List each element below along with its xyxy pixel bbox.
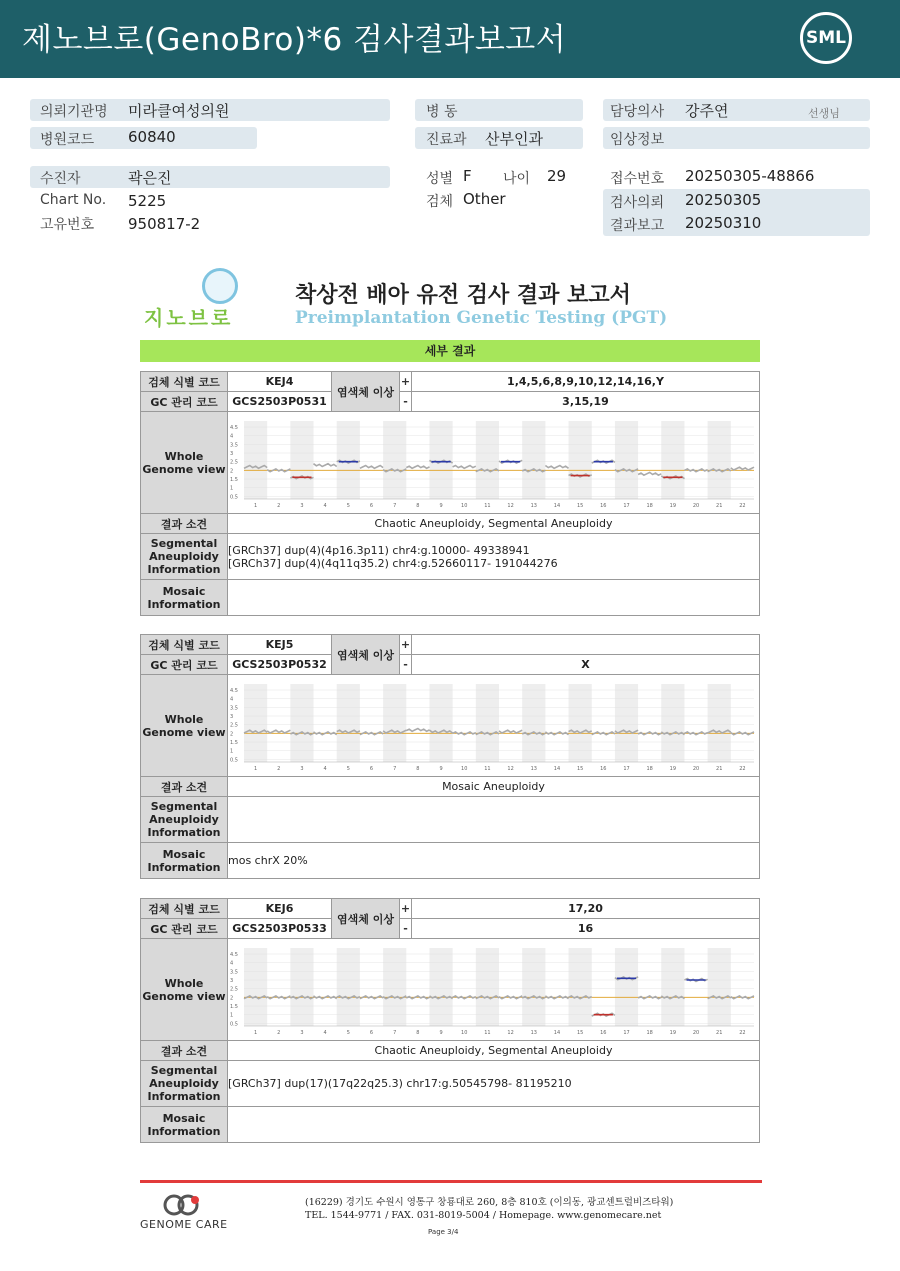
chromosome-band	[337, 948, 360, 1026]
minus-chromosomes: 16	[412, 919, 760, 939]
chromosome-band	[290, 684, 313, 762]
sample-table-1	[140, 371, 760, 616]
x-tick-label: 18	[646, 1029, 653, 1036]
y-tick-label: 1	[230, 748, 234, 755]
y-tick-label: 1.5	[230, 476, 238, 483]
whole-genome-label: Whole Genome view	[141, 675, 228, 777]
plus-sign: +	[400, 899, 412, 919]
x-tick-label: 12	[507, 502, 514, 509]
minus-chromosomes: 3,15,19	[412, 392, 760, 412]
specimen-value: Other	[463, 190, 506, 208]
receipt-label: 접수번호	[610, 171, 665, 187]
report-date-value: 20250310	[685, 214, 762, 232]
segmental-label: Segmental Aneuploidy Information	[141, 797, 228, 843]
x-tick-label: 9	[439, 1029, 443, 1036]
plus-chromosomes	[412, 635, 760, 655]
x-tick-label: 16	[600, 765, 607, 772]
chromosome-band	[476, 948, 499, 1026]
x-tick-label: 5	[346, 502, 350, 509]
footer-address-block	[305, 1196, 673, 1222]
x-tick-label: 8	[416, 765, 420, 772]
minus-sign: -	[400, 655, 412, 675]
sample-id-label: 검체 식별 코드	[141, 372, 228, 392]
chromosome-band	[476, 421, 499, 499]
x-tick-label: 16	[600, 1029, 607, 1036]
hospital-code-label: 병원코드	[40, 132, 95, 148]
y-tick-label: 3	[230, 977, 234, 984]
gc-code-value: GCS2503P0531	[228, 392, 332, 412]
chromosome-band	[569, 421, 592, 499]
whole-genome-label: Whole Genome view	[141, 412, 228, 514]
x-tick-label: 10	[461, 765, 468, 772]
mosaic-value	[228, 1107, 760, 1143]
genobro-logo-icon	[202, 268, 238, 304]
copy-number-trace	[545, 995, 568, 998]
copy-number-trace	[360, 465, 383, 468]
x-tick-label: 8	[416, 1029, 420, 1036]
x-tick-label: 10	[461, 1029, 468, 1036]
genome-care-name: GENOME CARE	[140, 1218, 228, 1231]
chromosome-band	[244, 684, 267, 762]
x-tick-label: 8	[416, 502, 420, 509]
segmental-line-1: [GRCh37] dup(17)(17q22q25.3) chr17:g.50545798- 81195210	[228, 1077, 572, 1090]
result-label: 결과 소견	[141, 1041, 228, 1061]
y-tick-label: 1	[230, 485, 234, 492]
minus-sign: -	[400, 919, 412, 939]
sample-table-2	[140, 634, 760, 879]
y-tick-label: 3.5	[230, 704, 238, 711]
copy-number-trace	[267, 730, 290, 733]
result-label: 결과 소견	[141, 777, 228, 797]
x-tick-label: 13	[530, 1029, 537, 1036]
y-tick-label: 2.5	[230, 459, 238, 466]
whole-genome-label: Whole Genome view	[141, 939, 228, 1041]
x-tick-label: 17	[623, 1029, 630, 1036]
segmental-label: Segmental Aneuploidy Information	[141, 534, 228, 580]
chromosome-band	[429, 948, 452, 1026]
chromosome-band	[290, 948, 313, 1026]
x-tick-label: 21	[716, 765, 723, 772]
x-tick-label: 20	[692, 765, 700, 772]
sex-value: F	[463, 167, 472, 185]
x-tick-label: 12	[507, 765, 514, 772]
chromosome-band	[476, 684, 499, 762]
copy-number-trace	[453, 465, 476, 468]
segmental-line-2: [GRCh37] dup(4)(4q11q35.2) chr4:g.52660117- 191044276	[228, 556, 558, 570]
gc-code-label: GC 관리 코드	[141, 919, 228, 939]
chromosome-band	[615, 684, 638, 762]
doctor-value: 강주연	[685, 102, 729, 120]
copy-number-trace	[406, 728, 429, 731]
report-title-bar	[0, 0, 900, 78]
y-tick-label: 1	[230, 1012, 234, 1019]
x-tick-label: 14	[553, 1029, 561, 1036]
unique-id-value: 950817-2	[128, 215, 201, 233]
chromosome-band	[429, 684, 452, 762]
footer-contact: TEL. 1544-9771 / FAX. 031-8019-5004 / Homepage. www.genomecare.net	[305, 1210, 662, 1221]
x-tick-label: 14	[553, 765, 561, 772]
mosaic-label: Mosaic Information	[141, 1107, 228, 1143]
chromosome-band	[383, 948, 406, 1026]
sample-id-value: KEJ4	[228, 372, 332, 392]
gc-code-value: GCS2503P0533	[228, 919, 332, 939]
copy-number-trace	[638, 472, 661, 475]
x-tick-label: 2	[277, 502, 281, 509]
chromosome-band	[661, 948, 684, 1026]
genome-plot	[228, 413, 758, 513]
x-tick-label: 15	[576, 1029, 584, 1036]
x-tick-label: 22	[739, 502, 746, 509]
x-tick-label: 6	[369, 1029, 374, 1036]
patient-name-value: 곽은진	[128, 169, 172, 187]
y-tick-label: 1.5	[230, 739, 238, 746]
x-tick-label: 16	[600, 502, 607, 509]
x-tick-label: 10	[461, 502, 468, 509]
chromosome-band	[383, 684, 406, 762]
segmental-line-1: [GRCh37] dup(4)(4p16.3p11) chr4:g.10000- 49338941	[228, 543, 530, 557]
page-title: 제노브로(GenoBro)*6 검사결과보고서	[22, 22, 567, 58]
mosaic-label: Mosaic Information	[141, 580, 228, 616]
x-tick-label: 20	[692, 1029, 700, 1036]
copy-number-trace	[314, 731, 337, 734]
y-tick-label: 3.5	[230, 441, 238, 448]
x-tick-label: 21	[716, 1029, 723, 1036]
x-tick-label: 20	[692, 502, 700, 509]
report-title-ko: 착상전 배아 유전 검사 결과 보고서	[295, 283, 631, 308]
x-tick-label: 18	[646, 765, 653, 772]
chrom-abnormality-label: 염색체 이상	[332, 899, 400, 939]
report-date-label: 결과보고	[610, 218, 665, 234]
x-tick-label: 7	[393, 765, 397, 772]
request-label: 검사의뢰	[610, 195, 665, 211]
x-tick-label: 19	[669, 765, 677, 772]
age-label: 나이	[503, 171, 531, 187]
x-tick-label: 17	[623, 502, 630, 509]
x-tick-label: 6	[369, 765, 374, 772]
report-title-en: Preimplantation Genetic Testing (PGT)	[295, 308, 668, 328]
x-tick-label: 22	[739, 1029, 746, 1036]
x-tick-label: 12	[507, 1029, 514, 1036]
x-tick-label: 4	[323, 502, 327, 509]
gc-code-label: GC 관리 코드	[141, 655, 228, 675]
chromosome-band	[244, 421, 267, 499]
copy-number-trace	[314, 995, 337, 998]
x-tick-label: 13	[530, 765, 537, 772]
clinical-label: 임상정보	[610, 132, 665, 148]
chromosome-band	[244, 948, 267, 1026]
x-tick-label: 4	[323, 765, 327, 772]
ward-label: 병 동	[426, 104, 458, 120]
y-tick-label: 0.5	[230, 1020, 238, 1027]
y-tick-label: 4	[230, 696, 234, 703]
y-tick-label: 0.5	[230, 493, 238, 500]
chromosome-band	[522, 684, 545, 762]
y-tick-label: 4.5	[230, 424, 238, 431]
x-tick-label: 3	[300, 1029, 304, 1036]
plus-chromosomes: 17,20	[412, 899, 760, 919]
genobro-logo-text: 지노브로	[144, 306, 234, 330]
hospital-code-value: 60840	[128, 128, 176, 146]
x-tick-label: 5	[346, 1029, 350, 1036]
copy-number-trace	[499, 730, 522, 733]
segmental-value	[228, 797, 760, 843]
x-tick-label: 1	[253, 502, 258, 509]
genome-care-logo-icon	[162, 1193, 202, 1217]
chromosome-band	[615, 421, 638, 499]
y-tick-label: 2	[230, 994, 234, 1001]
request-value: 20250305	[685, 191, 762, 209]
receipt-value: 20250305-48866	[685, 167, 815, 185]
y-tick-label: 4	[230, 960, 234, 967]
chromosome-band	[708, 684, 731, 762]
footer-address: (16229) 경기도 수원시 영통구 창룡대로 260, 8층 810호 (이의동, 광교센트럴비즈타워)	[305, 1197, 674, 1208]
chart-no-label: Chart No.	[40, 192, 107, 208]
x-tick-label: 21	[716, 502, 723, 509]
section-detail-results: 세부 결과	[140, 340, 760, 362]
x-tick-label: 7	[393, 1029, 397, 1036]
whole-genome-view	[228, 939, 760, 1041]
chromosome-band	[661, 421, 684, 499]
y-tick-label: 2.5	[230, 986, 238, 993]
whole-genome-view	[228, 675, 760, 777]
doctor-suffix: 선생님	[808, 107, 840, 120]
unique-id-label: 고유번호	[40, 217, 95, 233]
chromosome-band	[290, 421, 313, 499]
y-tick-label: 2	[230, 730, 234, 737]
x-tick-label: 13	[530, 502, 537, 509]
sample-id-value: KEJ6	[228, 899, 332, 919]
x-tick-label: 4	[323, 1029, 327, 1036]
y-tick-label: 4.5	[230, 951, 238, 958]
copy-number-trace	[731, 467, 754, 470]
chromosome-band	[708, 948, 731, 1026]
x-tick-label: 15	[576, 765, 584, 772]
copy-number-trace	[545, 731, 568, 734]
doctor-label: 담당의사	[610, 104, 665, 120]
minus-chromosomes: X	[412, 655, 760, 675]
y-tick-label: 3	[230, 713, 234, 720]
segmental-value	[228, 1061, 760, 1107]
x-tick-label: 5	[346, 765, 350, 772]
chromosome-band	[569, 948, 592, 1026]
x-tick-label: 11	[484, 1029, 491, 1036]
y-tick-label: 0.5	[230, 756, 238, 763]
y-tick-label: 4.5	[230, 687, 238, 694]
x-tick-label: 2	[277, 1029, 281, 1036]
chromosome-band	[522, 421, 545, 499]
segmental-value	[228, 534, 760, 580]
age-value: 29	[547, 167, 567, 185]
result-value: Mosaic Aneuploidy	[228, 777, 760, 797]
x-tick-label: 9	[439, 502, 443, 509]
mosaic-value: mos chrX 20%	[228, 843, 760, 879]
plus-sign: +	[400, 372, 412, 392]
whole-genome-view	[228, 412, 760, 514]
sample-id-label: 검체 식별 코드	[141, 635, 228, 655]
sample-id-value: KEJ5	[228, 635, 332, 655]
y-tick-label: 3	[230, 450, 234, 457]
segmental-label: Segmental Aneuploidy Information	[141, 1061, 228, 1107]
plus-sign: +	[400, 635, 412, 655]
pgt-report-header	[140, 262, 760, 332]
x-tick-label: 3	[300, 502, 304, 509]
x-tick-label: 15	[576, 502, 584, 509]
patient-name-label: 수진자	[40, 171, 81, 187]
chart-no-value: 5225	[128, 192, 167, 210]
institution-value: 미라클여성의원	[128, 102, 230, 120]
result-label: 결과 소견	[141, 514, 228, 534]
copy-number-trace	[406, 465, 429, 468]
x-tick-label: 14	[553, 502, 561, 509]
patient-name-row	[30, 166, 390, 188]
chromosome-band	[429, 421, 452, 499]
mosaic-value	[228, 580, 760, 616]
sml-logo: SML	[800, 12, 852, 64]
x-tick-label: 6	[369, 502, 374, 509]
department-label: 진료과	[426, 132, 467, 148]
chromosome-band	[383, 421, 406, 499]
page-number: Page 3/4	[428, 1228, 459, 1236]
specimen-label: 검체	[426, 194, 454, 210]
x-tick-label: 7	[393, 502, 397, 509]
y-tick-label: 3.5	[230, 968, 238, 975]
gc-code-label: GC 관리 코드	[141, 392, 228, 412]
minus-sign: -	[400, 392, 412, 412]
plus-chromosomes: 1,4,5,6,8,9,10,12,14,16,Y	[412, 372, 760, 392]
x-tick-label: 1	[253, 765, 258, 772]
y-tick-label: 2	[230, 467, 234, 474]
x-tick-label: 17	[623, 765, 630, 772]
chromosome-band	[615, 948, 638, 1026]
mosaic-label: Mosaic Information	[141, 843, 228, 879]
copy-number-trace	[314, 463, 337, 466]
institution-label: 의뢰기관명	[40, 104, 108, 120]
sex-label: 성별	[426, 171, 454, 187]
chrom-abnormality-label: 염색체 이상	[332, 635, 400, 675]
chromosome-band	[522, 948, 545, 1026]
x-tick-label: 18	[646, 502, 653, 509]
chrom-abnormality-label: 염색체 이상	[332, 372, 400, 412]
x-tick-label: 11	[484, 765, 491, 772]
genome-plot	[228, 676, 758, 776]
chromosome-band	[569, 684, 592, 762]
footer-divider	[140, 1180, 762, 1183]
x-tick-label: 11	[484, 502, 491, 509]
chromosome-band	[708, 421, 731, 499]
x-tick-label: 2	[277, 765, 281, 772]
y-tick-label: 1.5	[230, 1003, 238, 1010]
copy-number-trace	[545, 465, 568, 468]
sample-id-label: 검체 식별 코드	[141, 899, 228, 919]
x-tick-label: 1	[253, 1029, 258, 1036]
chromosome-band	[661, 684, 684, 762]
result-value: Chaotic Aneuploidy, Segmental Aneuploidy	[228, 514, 760, 534]
y-tick-label: 2.5	[230, 722, 238, 729]
x-tick-label: 22	[739, 765, 746, 772]
result-value: Chaotic Aneuploidy, Segmental Aneuploidy	[228, 1041, 760, 1061]
x-tick-label: 19	[669, 502, 677, 509]
genome-plot	[228, 940, 758, 1040]
gc-code-value: GCS2503P0532	[228, 655, 332, 675]
x-tick-label: 19	[669, 1029, 677, 1036]
chromosome-band	[337, 684, 360, 762]
sample-table-3	[140, 898, 760, 1143]
x-tick-label: 9	[439, 765, 443, 772]
department-value: 산부인과	[485, 130, 543, 148]
y-tick-label: 4	[230, 433, 234, 440]
x-tick-label: 3	[300, 765, 304, 772]
